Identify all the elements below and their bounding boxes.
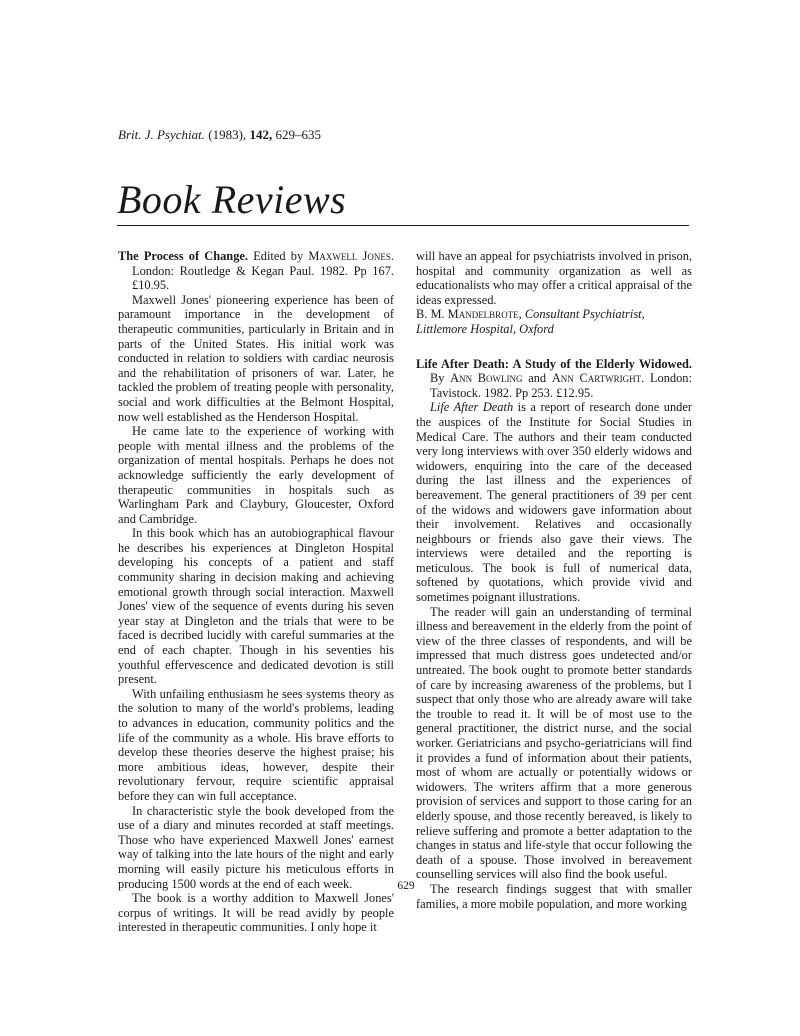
citation-year: (1983), (208, 127, 247, 142)
reviewer-affiliation: Littlemore Hospital, Oxford (416, 321, 554, 336)
review2-paragraph-text: is a report of research done under the auspices of the Institute for Social Studies in Medical Care. The authors and their team conducted very long interviews with over 350 elderly widows and widowers, enquiring into the care of the deceased during the last illness and the experiences of bereavement. The general practitioners of 39 per cent of the widows and widowers gave information about their involvement. Relatives and occasionally neighbours or friends also gave their views. The interviews were detailed and the reporting is meticulous. The book is full of numerical data, softened by quotations, which provide vivid and sometimes poignant illustrations. (416, 400, 692, 605)
journal-citation (118, 127, 321, 143)
review2-and: and (528, 371, 547, 386)
review2-lead-title: Life After Death (430, 400, 514, 415)
reviewer-role: Consultant Psychiatrist, (524, 307, 645, 322)
review1-signature (416, 307, 692, 336)
section-title: Book Reviews (117, 177, 347, 222)
review2-by: By (430, 371, 445, 386)
reviewer-name: B. M. Mandelbrote, (416, 307, 522, 322)
review1-paragraph: Maxwell Jones' pioneering experience has been of paramount importance in the development of therapeutic communities, particularly in Britain and in parts of the United States. His initial work was conducted in relation to soldiers with cardiac neurosis and the rehabilitation of prisoners of war. Later, he tackled the problem of treating people with personality, social and work difficulties at the Belmont Hospital, now well established as the Henderson Hospital. (118, 292, 394, 424)
review1-continuation: will have an appeal for psychiatrists involved in prison, hospital and community organization as well as educationalists who may offer a critical appraisal of the ideas expressed. (416, 249, 692, 307)
review1-paragraph: The book is a worthy addition to Maxwell Jones' corpus of writings. It will be read avidly by people interested in therapeutic communities. I only hope it (118, 891, 394, 935)
right-column (416, 249, 692, 911)
review1-paragraph: He came late to the experience of working with people with mental illness and the problems of the organization of mental hospitals. Perhaps he does not acknowledge sufficiently the early development of therapeutic communities in hospitals such as Warlingham Park and Claybury, Gloucester, Oxford and Cambridge. (118, 424, 394, 526)
review2-author-2: Ann Cartwright. (551, 371, 645, 386)
review2-author-1: Ann Bowling (450, 371, 523, 386)
review1-edited-by: Edited by (253, 249, 304, 263)
review1-paragraph: In characteristic style the book developed from the use of a diary and minutes recorded at staff meetings. Those who have experienced Maxwell Jones' earnest way of talking into the late hours of the night and early morning will easily picture his meticulous efforts in producing 1500 words at the end of each week. (118, 803, 394, 891)
review1-paragraph: With unfailing enthusiasm he sees systems theory as the solution to many of the world's problems, leading to advances in education, community politics and the life of the community as a whole. His brave efforts to develop these theories deserve the highest praise; his more ambitious ideas, however, despite their revolutionary fervour, require scientific appraisal before they can win full acceptance. (118, 686, 394, 803)
review-separator (416, 337, 692, 357)
left-column (118, 249, 394, 935)
review1-paragraph: In this book which has an autobiographical flavour he describes his experiences at Dingleton Hospital developing his concepts of a patient and staff community sharing in decision making and achieving emotional growth through social interaction. Maxwell Jones' view of the sequence of events during his seven year stay at Dingleton and the trials that were to be faced is decribed lucidly with careful summaries at the end of each chapter. Though in his seventies his youthful effervescence and dedicated devotion is still present. (118, 526, 394, 687)
journal-name: Brit. J. Psychiat. (118, 127, 206, 142)
review1-publication: London: Routledge & Kegan Paul. 1982. Pp 167. £10.95. (132, 263, 394, 293)
review2-publication: London: Tavistock. 1982. Pp 253. £12.95. (430, 371, 692, 400)
review2-paragraph: The reader will gain an understanding of terminal illness and bereavement in the elderly from the point of view of the three classes of respondents, and will be impressed that much distress goes undetected and/or untreated. The book ought to promote better standards of care by increasing awareness of the problems, but I suspect that only those who are already aware will take the trouble to read it. It will be of most use to the general practitioner, the district nurse, and the social worker. Geriatricians and psycho-geriatricians will find it provides a fund of information about their patients, most of whom are actually or potentially widows or widowers. The writers affirm that a more generous provision of services and support to those caring for an elderly spouse, and those recently bereaved, is likely to relieve suffering and promote a better adaptation to the changes in status and life-style that occur following the death of a spouse. Those involved in bereavement counselling services will also find the book useful. (416, 604, 692, 882)
review1-book-title: The Process of Change. (118, 249, 248, 263)
review2-book-title: Life After Death: A Study of the Elderly Widowed. (416, 356, 692, 371)
citation-pages: 629–635 (275, 127, 321, 142)
review2-paragraph (416, 400, 692, 604)
title-divider (117, 225, 689, 226)
review1-header (118, 249, 394, 293)
citation-volume: 142, (249, 127, 273, 142)
review2-paragraph: The research findings suggest that with smaller families, a more mobile population, and more working (416, 881, 692, 911)
review1-editor: Maxwell Jones. (308, 249, 394, 263)
review2-header (416, 357, 692, 401)
page-number: 629 (397, 880, 415, 892)
